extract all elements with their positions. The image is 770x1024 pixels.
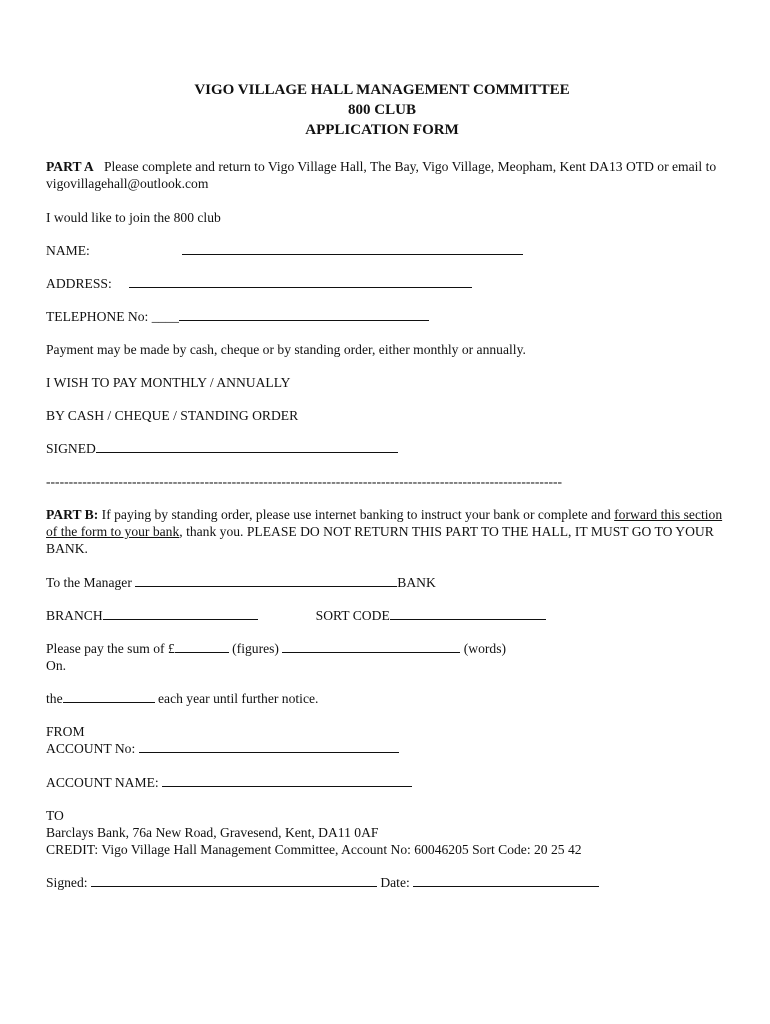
branch-row bbox=[46, 607, 726, 624]
to-label: TO bbox=[46, 808, 64, 823]
join-statement: I would like to join the 800 club bbox=[46, 210, 221, 225]
final-signed-label: Signed: bbox=[46, 875, 91, 890]
amount-words-field[interactable] bbox=[282, 640, 460, 653]
to-block bbox=[46, 807, 726, 858]
pay-method: BY CASH / CHEQUE / STANDING ORDER bbox=[46, 408, 299, 423]
the-label: the bbox=[46, 691, 63, 706]
final-signed-row bbox=[46, 874, 726, 891]
sort-code-label: SORT CODE bbox=[315, 608, 390, 623]
cut-divider: ------------------------------------------------------------------------------------------------------------------ bbox=[46, 474, 563, 489]
part-a-intro bbox=[46, 158, 726, 192]
address-label: ADDRESS: bbox=[46, 276, 112, 291]
title-800-club: 800 CLUB bbox=[348, 102, 416, 118]
signature-field[interactable] bbox=[96, 440, 398, 453]
sort-code-field[interactable] bbox=[390, 607, 546, 620]
words-label: (words) bbox=[460, 641, 507, 656]
address-field[interactable] bbox=[129, 275, 472, 288]
from-block bbox=[46, 723, 726, 757]
branch-label: BRANCH bbox=[46, 608, 103, 623]
title-committee: VIGO VILLAGE HALL MANAGEMENT COMMITTEE bbox=[194, 82, 570, 98]
account-no-field[interactable] bbox=[139, 740, 399, 753]
signed-row bbox=[46, 440, 726, 457]
account-name-label: ACCOUNT NAME: bbox=[46, 775, 163, 790]
to-manager-label: To the Manager bbox=[46, 575, 132, 590]
part-b-label: PART B: bbox=[46, 507, 99, 522]
bank-label: BANK bbox=[397, 575, 436, 590]
from-label: FROM bbox=[46, 724, 85, 739]
each-year-label: each year until further notice. bbox=[154, 691, 319, 706]
address-row bbox=[46, 275, 726, 292]
part-a-label: PART A bbox=[46, 159, 94, 174]
each-year-row bbox=[46, 690, 726, 707]
bank-address: Barclays Bank, 76a New Road, Gravesend, Kent, DA11 0AF bbox=[46, 825, 379, 840]
account-name-row bbox=[46, 774, 726, 791]
amount-figures-field[interactable] bbox=[175, 640, 229, 653]
bank-name-field[interactable] bbox=[135, 574, 397, 587]
payment-day-field[interactable] bbox=[63, 690, 155, 703]
pay-sum-row bbox=[46, 640, 726, 674]
figures-label: (figures) bbox=[228, 641, 283, 656]
form-title bbox=[42, 80, 722, 140]
pay-frequency: I WISH TO PAY MONTHLY / ANNUALLY bbox=[46, 375, 291, 390]
telephone-label: TELEPHONE No: ____ bbox=[46, 309, 179, 324]
name-label: NAME: bbox=[46, 243, 90, 258]
telephone-field[interactable] bbox=[179, 308, 429, 321]
telephone-row bbox=[46, 308, 726, 325]
pay-sum-label: Please pay the sum of £ bbox=[46, 641, 175, 656]
manager-row bbox=[46, 574, 726, 591]
credit-line: CREDIT: Vigo Village Hall Management Committee, Account No: 60046205 Sort Code: 20 25 42 bbox=[46, 842, 582, 857]
branch-field[interactable] bbox=[103, 607, 258, 620]
date-label: Date: bbox=[376, 875, 414, 890]
account-name-field[interactable] bbox=[162, 774, 412, 787]
final-signature-field[interactable] bbox=[91, 874, 377, 887]
part-b-intro: PART B: If paying by standing order, please use internet banking to instruct your bank or complete and forward this section of the form to your bank, thank you. PLEASE DO NOT RETURN THIS PART TO THE HALL, IT MUST GO TO YOUR BANK. bbox=[46, 507, 723, 556]
part-a-instructions: Please complete and return to Vigo Village Hall, The Bay, Vigo Village, Meopham, Kent DA13 OTD or email to vigovillagehall@outlook.com bbox=[46, 159, 717, 191]
account-no-label: ACCOUNT No: bbox=[46, 741, 139, 756]
name-row bbox=[46, 242, 726, 259]
payment-note: Payment may be made by cash, cheque or by standing order, either monthly or annually. bbox=[46, 342, 526, 357]
signed-label: SIGNED bbox=[46, 441, 96, 456]
application-form-page bbox=[46, 80, 726, 891]
on-label: On. bbox=[46, 658, 67, 673]
date-field[interactable] bbox=[413, 874, 599, 887]
name-field[interactable] bbox=[182, 242, 523, 255]
title-application-form: APPLICATION FORM bbox=[305, 122, 459, 138]
